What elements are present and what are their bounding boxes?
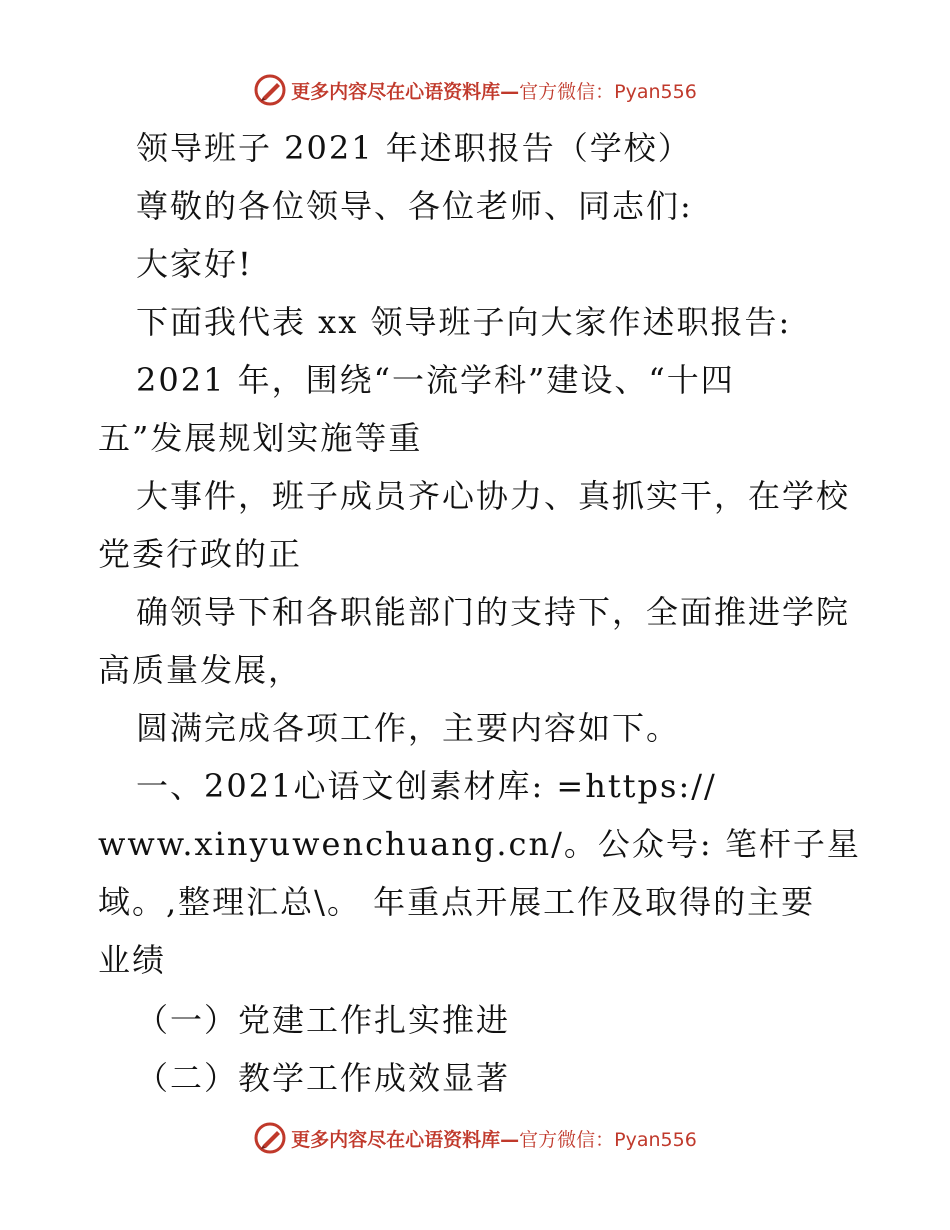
doc-line: 尊敬的各位领导、各位老师、同志们: [136,187,693,225]
section-heading: （二）教学工作成效显著 [136,1059,511,1097]
doc-line: 确领导下和各职能部门的支持下，全面推进学院 [136,593,851,631]
banner-text [291,1125,697,1152]
doc-line: 业绩 [98,941,167,979]
doc-line: 一、2021心语文创素材库: =https:// [136,767,717,805]
footer-watermark-banner [0,1118,950,1158]
doc-line: 大事件，班子成员齐心协力、真抓实干，在学校 [136,477,851,515]
doc-line: 党委行政的正 [98,535,303,573]
banner-title: 更多内容尽在心语资料库 [291,80,501,103]
doc-line: www.xinyuwenchuang.cn/。公众号: 笔杆子星 [98,825,861,863]
pen-logo-icon [253,1121,287,1155]
banner-title: 更多内容尽在心语资料库 [291,1128,501,1151]
doc-line: 2021 年，围绕“一流学科”建设、“十四 [136,361,735,399]
doc-line: 大家好! [136,245,253,283]
banner-dash: — [500,1128,520,1151]
section-heading: （一）党建工作扎实推进 [136,1001,511,1039]
doc-line: 下面我代表 xx 领导班子向大家作述职报告: [136,303,792,341]
banner-wechat: 官方微信：Pyan556 [519,80,697,103]
doc-title: 领导班子 2021 年述职报告（学校） [136,129,692,167]
doc-line: 域。,整理汇总\。 年重点开展工作及取得的主要 [98,883,816,921]
doc-line: 高质量发展， [98,651,303,689]
doc-line: 圆满完成各项工作，主要内容如下。 [136,709,681,747]
doc-line: 五”发展规划实施等重 [98,419,423,457]
banner-wechat: 官方微信：Pyan556 [519,1128,697,1151]
banner-dash: — [500,80,520,103]
